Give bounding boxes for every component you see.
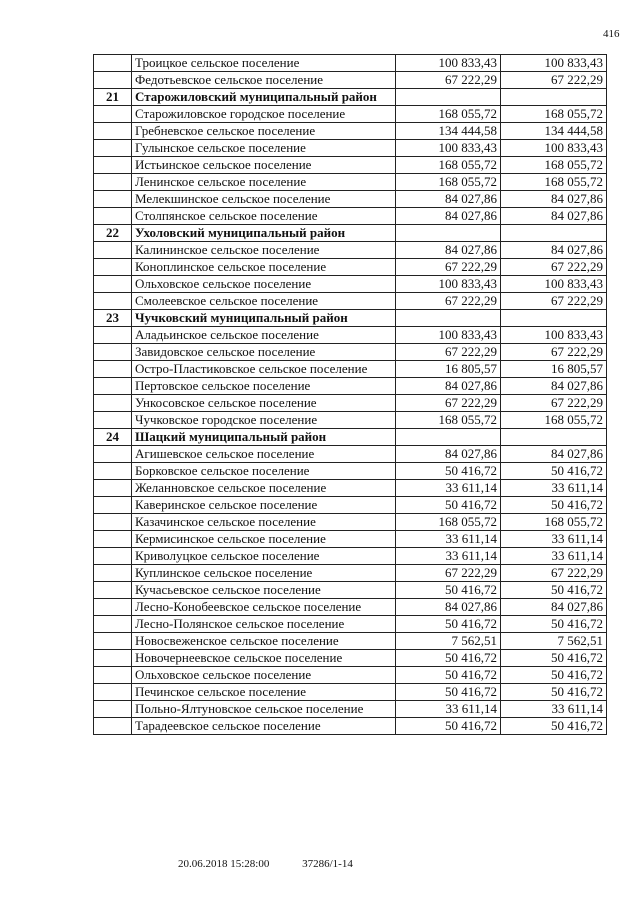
amount-1: [396, 225, 501, 242]
settlement-name: Остро-Пластиковское сельское поселение: [132, 361, 396, 378]
settlement-name: Кермисинское сельское поселение: [132, 531, 396, 548]
amount-1: 50 416,72: [396, 463, 501, 480]
table-row: [94, 599, 607, 616]
settlement-name: Ункосовское сельское поселение: [132, 395, 396, 412]
amount-1: 100 833,43: [396, 276, 501, 293]
table-row: [94, 480, 607, 497]
amount-1: 84 027,86: [396, 446, 501, 463]
row-number: 23: [94, 310, 132, 327]
amount-2: [501, 225, 607, 242]
table-row: [94, 293, 607, 310]
amount-1: 16 805,57: [396, 361, 501, 378]
amount-1: 50 416,72: [396, 650, 501, 667]
settlement-name: Гребневское сельское поселение: [132, 123, 396, 140]
amount-1: 168 055,72: [396, 106, 501, 123]
amount-2: 84 027,86: [501, 191, 607, 208]
amount-1: 33 611,14: [396, 531, 501, 548]
amount-1: 33 611,14: [396, 701, 501, 718]
settlement-name: Троицкое сельское поселение: [132, 55, 396, 72]
amount-2: 33 611,14: [501, 548, 607, 565]
row-number: [94, 667, 132, 684]
settlement-name: Смолеевское сельское поселение: [132, 293, 396, 310]
table-row: [94, 395, 607, 412]
table-row: [94, 174, 607, 191]
table-row: [94, 565, 607, 582]
settlement-name: Мелекшинское сельское поселение: [132, 191, 396, 208]
settlement-name: Каверинское сельское поселение: [132, 497, 396, 514]
table-row: [94, 327, 607, 344]
settlement-name: Кучасьевское сельское поселение: [132, 582, 396, 599]
table-row: [94, 701, 607, 718]
row-number: [94, 157, 132, 174]
table-row: [94, 72, 607, 89]
amount-2: 50 416,72: [501, 582, 607, 599]
amount-2: 50 416,72: [501, 684, 607, 701]
amount-2: 100 833,43: [501, 276, 607, 293]
amount-1: 84 027,86: [396, 208, 501, 225]
amount-2: 50 416,72: [501, 497, 607, 514]
table-row: [94, 259, 607, 276]
amount-1: [396, 89, 501, 106]
table-row: [94, 633, 607, 650]
amount-2: 50 416,72: [501, 718, 607, 735]
row-number: [94, 72, 132, 89]
amount-2: 100 833,43: [501, 327, 607, 344]
amount-2: 84 027,86: [501, 242, 607, 259]
amount-1: 134 444,58: [396, 123, 501, 140]
table-row: [94, 361, 607, 378]
settlement-name: Коноплинское сельское поселение: [132, 259, 396, 276]
amount-1: 67 222,29: [396, 72, 501, 89]
row-number: [94, 463, 132, 480]
settlement-name: Ольховское сельское поселение: [132, 276, 396, 293]
row-number: [94, 480, 132, 497]
amount-1: 100 833,43: [396, 140, 501, 157]
amount-2: 33 611,14: [501, 531, 607, 548]
row-number: [94, 140, 132, 157]
settlement-name: Новосвеженское сельское поселение: [132, 633, 396, 650]
row-number: [94, 344, 132, 361]
settlement-name: Новочернеевское сельское поселение: [132, 650, 396, 667]
amount-1: 84 027,86: [396, 191, 501, 208]
table-row: [94, 157, 607, 174]
table-row: [94, 616, 607, 633]
amount-1: 33 611,14: [396, 548, 501, 565]
table-row: [94, 378, 607, 395]
settlement-name: Агишевское сельское поселение: [132, 446, 396, 463]
row-number: [94, 701, 132, 718]
row-number: [94, 548, 132, 565]
row-number: [94, 208, 132, 225]
row-number: [94, 106, 132, 123]
row-number: [94, 531, 132, 548]
amount-2: 134 444,58: [501, 123, 607, 140]
table-row: [94, 446, 607, 463]
table-row: [94, 684, 607, 701]
district-row: [94, 310, 607, 327]
amount-2: 84 027,86: [501, 599, 607, 616]
amount-1: [396, 310, 501, 327]
settlement-name: Пертовское сельское поселение: [132, 378, 396, 395]
amount-1: 168 055,72: [396, 412, 501, 429]
table-row: [94, 140, 607, 157]
row-number: [94, 497, 132, 514]
amount-2: 7 562,51: [501, 633, 607, 650]
row-number: [94, 361, 132, 378]
table-row: [94, 718, 607, 735]
row-number: [94, 174, 132, 191]
amount-2: 84 027,86: [501, 446, 607, 463]
table-row: [94, 497, 607, 514]
table-row: [94, 650, 607, 667]
amount-2: [501, 429, 607, 446]
settlement-name: Гулынское сельское поселение: [132, 140, 396, 157]
row-number: 22: [94, 225, 132, 242]
row-number: [94, 191, 132, 208]
row-number: [94, 616, 132, 633]
amount-1: 67 222,29: [396, 293, 501, 310]
amount-2: 67 222,29: [501, 395, 607, 412]
amount-1: 50 416,72: [396, 582, 501, 599]
table-row: [94, 208, 607, 225]
row-number: [94, 327, 132, 344]
settlement-name: Печинское сельское поселение: [132, 684, 396, 701]
amount-2: 33 611,14: [501, 480, 607, 497]
amount-1: 33 611,14: [396, 480, 501, 497]
row-number: [94, 293, 132, 310]
amount-1: [396, 429, 501, 446]
amount-1: 84 027,86: [396, 242, 501, 259]
amount-2: 50 416,72: [501, 463, 607, 480]
footer: [178, 858, 383, 870]
table-row: [94, 191, 607, 208]
amount-1: 67 222,29: [396, 344, 501, 361]
row-number: [94, 395, 132, 412]
amount-1: 84 027,86: [396, 599, 501, 616]
amount-1: 67 222,29: [396, 565, 501, 582]
settlement-name: Чучковский муниципальный район: [132, 310, 396, 327]
amount-2: 50 416,72: [501, 667, 607, 684]
footer-doc-code: 37286/1-14: [302, 858, 353, 870]
amount-1: 50 416,72: [396, 667, 501, 684]
table-body: [94, 55, 607, 735]
row-number: [94, 565, 132, 582]
amount-1: 50 416,72: [396, 497, 501, 514]
amount-2: [501, 89, 607, 106]
amount-2: 168 055,72: [501, 174, 607, 191]
table-row: [94, 463, 607, 480]
amount-1: 168 055,72: [396, 157, 501, 174]
table-row: [94, 344, 607, 361]
amount-2: 67 222,29: [501, 293, 607, 310]
table-row: [94, 242, 607, 259]
settlement-name: Куплинское сельское поселение: [132, 565, 396, 582]
row-number: 24: [94, 429, 132, 446]
settlement-name: Аладьинское сельское поселение: [132, 327, 396, 344]
row-number: [94, 650, 132, 667]
table-row: [94, 548, 607, 565]
table-row: [94, 582, 607, 599]
amount-2: 168 055,72: [501, 157, 607, 174]
amount-2: 33 611,14: [501, 701, 607, 718]
row-number: [94, 259, 132, 276]
row-number: [94, 446, 132, 463]
district-row: [94, 225, 607, 242]
table-row: [94, 106, 607, 123]
table-row: [94, 412, 607, 429]
amount-2: 100 833,43: [501, 140, 607, 157]
amount-2: 67 222,29: [501, 344, 607, 361]
amount-2: 168 055,72: [501, 412, 607, 429]
amount-2: 67 222,29: [501, 565, 607, 582]
table-row: [94, 123, 607, 140]
settlement-name: Криволуцкое сельское поселение: [132, 548, 396, 565]
settlement-name: Ленинское сельское поселение: [132, 174, 396, 191]
row-number: [94, 276, 132, 293]
footer-datetime: 20.06.2018 15:28:00: [178, 858, 270, 870]
amount-2: 16 805,57: [501, 361, 607, 378]
allocation-table: [93, 54, 607, 735]
amount-2: 84 027,86: [501, 208, 607, 225]
settlement-name: Старожиловский муниципальный район: [132, 89, 396, 106]
page-number: 416: [603, 28, 620, 40]
row-number: [94, 633, 132, 650]
settlement-name: Польно-Ялтуновское сельское поселение: [132, 701, 396, 718]
row-number: [94, 599, 132, 616]
amount-2: [501, 310, 607, 327]
settlement-name: Тарадеевское сельское поселение: [132, 718, 396, 735]
amount-1: 168 055,72: [396, 514, 501, 531]
district-row: [94, 89, 607, 106]
table-row: [94, 667, 607, 684]
settlement-name: Столпянское сельское поселение: [132, 208, 396, 225]
amount-2: 50 416,72: [501, 616, 607, 633]
settlement-name: Ухоловский муниципальный район: [132, 225, 396, 242]
amount-1: 67 222,29: [396, 259, 501, 276]
settlement-name: Лесно-Полянское сельское поселение: [132, 616, 396, 633]
amount-1: 100 833,43: [396, 55, 501, 72]
amount-1: 67 222,29: [396, 395, 501, 412]
settlement-name: Борковское сельское поселение: [132, 463, 396, 480]
amount-1: 50 416,72: [396, 718, 501, 735]
settlement-name: Старожиловское городское поселение: [132, 106, 396, 123]
amount-2: 67 222,29: [501, 72, 607, 89]
amount-2: 168 055,72: [501, 106, 607, 123]
row-number: [94, 718, 132, 735]
row-number: [94, 514, 132, 531]
row-number: [94, 684, 132, 701]
row-number: [94, 412, 132, 429]
row-number: [94, 378, 132, 395]
amount-1: 7 562,51: [396, 633, 501, 650]
settlement-name: Желанновское сельское поселение: [132, 480, 396, 497]
row-number: [94, 582, 132, 599]
row-number: [94, 242, 132, 259]
settlement-name: Истьинское сельское поселение: [132, 157, 396, 174]
amount-2: 84 027,86: [501, 378, 607, 395]
table-row: [94, 514, 607, 531]
amount-1: 50 416,72: [396, 616, 501, 633]
settlement-name: Шацкий муниципальный район: [132, 429, 396, 446]
table-row: [94, 55, 607, 72]
amount-2: 100 833,43: [501, 55, 607, 72]
settlement-name: Казачинское сельское поселение: [132, 514, 396, 531]
amount-1: 100 833,43: [396, 327, 501, 344]
settlement-name: Федотьевское сельское поселение: [132, 72, 396, 89]
settlement-name: Завидовское сельское поселение: [132, 344, 396, 361]
amount-2: 168 055,72: [501, 514, 607, 531]
table-row: [94, 276, 607, 293]
district-row: [94, 429, 607, 446]
table-row: [94, 531, 607, 548]
row-number: [94, 123, 132, 140]
amount-2: 67 222,29: [501, 259, 607, 276]
settlement-name: Лесно-Конобеевское сельское поселение: [132, 599, 396, 616]
row-number: 21: [94, 89, 132, 106]
amount-1: 50 416,72: [396, 684, 501, 701]
settlement-name: Чучковское городское поселение: [132, 412, 396, 429]
settlement-name: Калининское сельское поселение: [132, 242, 396, 259]
settlement-name: Ольховское сельское поселение: [132, 667, 396, 684]
amount-2: 50 416,72: [501, 650, 607, 667]
amount-1: 84 027,86: [396, 378, 501, 395]
amount-1: 168 055,72: [396, 174, 501, 191]
row-number: [94, 55, 132, 72]
